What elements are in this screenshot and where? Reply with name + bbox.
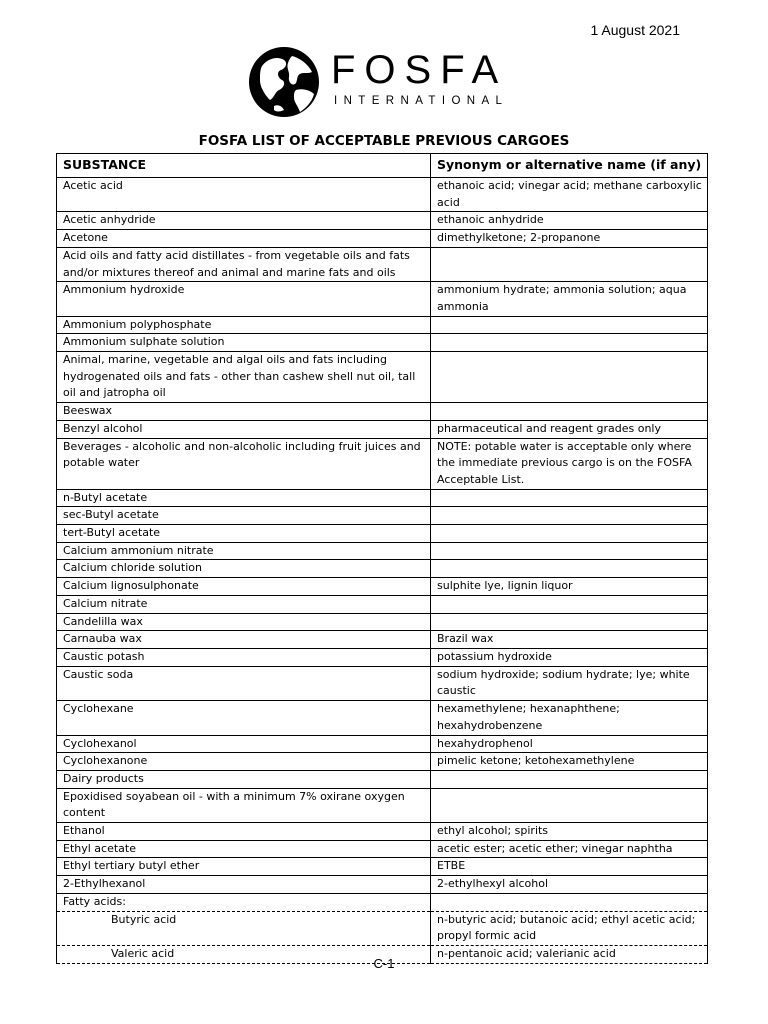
synonym-cell [431, 595, 708, 613]
table-row [57, 595, 708, 613]
synonym-cell: n-pentanoic acid; valerianic acid [431, 945, 708, 963]
synonym-cell: Brazil wax [431, 631, 708, 649]
page-number: C-1 [373, 956, 395, 971]
substance-cell: tert-Butyl acetate [57, 525, 431, 543]
logo-wordmark: FOSFA [331, 48, 508, 92]
synonym-cell: acetic ester; acetic ether; vinegar naphtha [431, 840, 708, 858]
table-row [57, 876, 708, 894]
synonym-cell: 2-ethylhexyl alcohol [431, 876, 708, 894]
table-row [57, 788, 708, 822]
substance-cell: Acetone [57, 230, 431, 248]
substance-cell: n-Butyl acetate [57, 489, 431, 507]
synonym-cell: dimethylketone; 2-propanone [431, 230, 708, 248]
substance-cell: 2-Ethylhexanol [57, 876, 431, 894]
substance-cell: Cyclohexanone [57, 753, 431, 771]
substance-cell: Acetic anhydride [57, 212, 431, 230]
substance-cell: Animal, marine, vegetable and algal oils and fats including hydrogenated oils and fats - other than cashew shell nut oil, tall oil and jatropha oil [57, 352, 431, 403]
synonym-cell [431, 770, 708, 788]
synonym-cell: potassium hydroxide [431, 648, 708, 666]
substance-cell: Calcium chloride solution [57, 560, 431, 578]
table-row [57, 212, 708, 230]
substance-cell: Calcium lignosulphonate [57, 578, 431, 596]
table-header-row [57, 154, 708, 178]
substance-cell: Epoxidised soyabean oil - with a minimum 7% oxirane oxygen content [57, 788, 431, 822]
table-row [57, 858, 708, 876]
synonym-cell [431, 542, 708, 560]
substance-cell: Beverages - alcoholic and non-alcoholic including fruit juices and potable water [57, 438, 431, 489]
synonym-cell [431, 352, 708, 403]
table-row [57, 542, 708, 560]
substance-cell: Fatty acids: [57, 893, 431, 911]
synonym-cell: hexahydrophenol [431, 735, 708, 753]
substance-cell: Acetic acid [57, 178, 431, 212]
table-row [57, 648, 708, 666]
synonym-cell: ethanoic anhydride [431, 212, 708, 230]
synonym-cell [431, 334, 708, 352]
substance-cell: Ammonium hydroxide [57, 282, 431, 316]
table-row [57, 282, 708, 316]
substance-cell: sec-Butyl acetate [57, 507, 431, 525]
table-row [57, 753, 708, 771]
table-row [57, 770, 708, 788]
synonym-cell [431, 507, 708, 525]
substance-cell: Ethanol [57, 823, 431, 841]
substance-cell: Dairy products [57, 770, 431, 788]
synonym-cell: hexamethylene; hexanaphthene; hexahydrobenzene [431, 701, 708, 735]
substance-cell: Beeswax [57, 403, 431, 421]
substance-cell: Caustic potash [57, 648, 431, 666]
table-row [57, 613, 708, 631]
table-row [57, 334, 708, 352]
table-row [57, 489, 708, 507]
synonym-cell [431, 525, 708, 543]
substance-cell: Cyclohexanol [57, 735, 431, 753]
fosfa-logo [248, 46, 518, 118]
substance-cell: Ammonium sulphate solution [57, 334, 431, 352]
table-row [57, 735, 708, 753]
synonym-cell [431, 893, 708, 911]
synonym-cell [431, 316, 708, 334]
logo-subtitle: INTERNATIONAL [334, 95, 509, 107]
table-row [57, 578, 708, 596]
table-row [57, 178, 708, 212]
table-row [57, 911, 708, 945]
synonym-cell [431, 247, 708, 281]
table-row [57, 893, 708, 911]
synonym-cell: ethyl alcohol; spirits [431, 823, 708, 841]
table-row [57, 560, 708, 578]
table-row [57, 352, 708, 403]
column-header-substance: SUBSTANCE [57, 154, 431, 178]
substance-cell: Ammonium polyphosphate [57, 316, 431, 334]
synonym-cell [431, 489, 708, 507]
table-row [57, 316, 708, 334]
substance-cell: Carnauba wax [57, 631, 431, 649]
synonym-cell: ammonium hydrate; ammonia solution; aqua ammonia [431, 282, 708, 316]
substance-cell: Candelilla wax [57, 613, 431, 631]
synonym-cell [431, 788, 708, 822]
document-title: FOSFA LIST OF ACCEPTABLE PREVIOUS CARGOES [198, 133, 570, 149]
synonym-cell: sodium hydroxide; sodium hydrate; lye; white caustic [431, 666, 708, 700]
synonym-cell: pharmaceutical and reagent grades only [431, 420, 708, 438]
table-row [57, 420, 708, 438]
table-row [57, 403, 708, 421]
substance-cell: Valeric acid [57, 945, 431, 963]
synonym-cell: ethanoic acid; vinegar acid; methane carboxylic acid [431, 178, 708, 212]
substance-cell: Caustic soda [57, 666, 431, 700]
synonym-cell [431, 613, 708, 631]
substance-cell: Ethyl tertiary butyl ether [57, 858, 431, 876]
document-date: 1 August 2021 [590, 22, 680, 38]
table-row [57, 823, 708, 841]
cargo-table [56, 153, 708, 964]
synonym-cell [431, 403, 708, 421]
table-row [57, 247, 708, 281]
table-row [57, 840, 708, 858]
substance-cell: Ethyl acetate [57, 840, 431, 858]
substance-cell: Acid oils and fatty acid distillates - from vegetable oils and fats and/or mixtures thereof and animal and marine fats and oils [57, 247, 431, 281]
synonym-cell: NOTE: potable water is acceptable only where the immediate previous cargo is on the FOSFA Acceptable List. [431, 438, 708, 489]
table-row [57, 701, 708, 735]
substance-cell: Cyclohexane [57, 701, 431, 735]
synonym-cell: n-butyric acid; butanoic acid; ethyl acetic acid; propyl formic acid [431, 911, 708, 945]
table-row [57, 666, 708, 700]
table-row [57, 507, 708, 525]
synonym-cell: ETBE [431, 858, 708, 876]
synonym-cell: sulphite lye, lignin liquor [431, 578, 708, 596]
globe-icon [248, 46, 320, 118]
table-row [57, 230, 708, 248]
synonym-cell: pimelic ketone; ketohexamethylene [431, 753, 708, 771]
substance-cell: Benzyl alcohol [57, 420, 431, 438]
table-row [57, 525, 708, 543]
substance-cell: Butyric acid [57, 911, 431, 945]
table-row [57, 438, 708, 489]
substance-cell: Calcium ammonium nitrate [57, 542, 431, 560]
synonym-cell [431, 560, 708, 578]
column-header-synonym: Synonym or alternative name (if any) [431, 154, 708, 178]
substance-cell: Calcium nitrate [57, 595, 431, 613]
table-row [57, 631, 708, 649]
